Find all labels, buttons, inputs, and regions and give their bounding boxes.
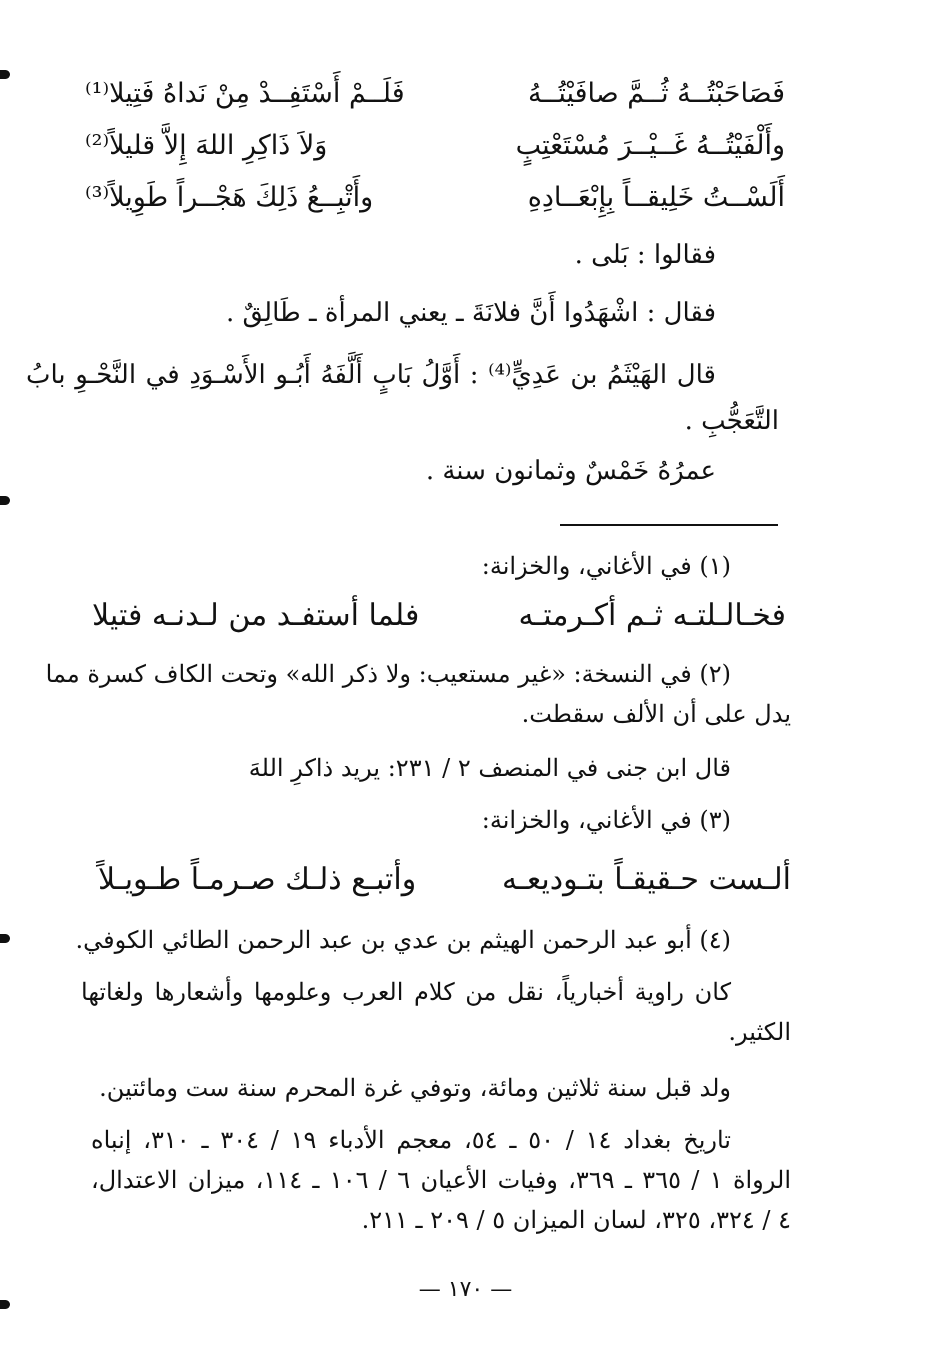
body-line: فقالوا : بَلى .: [574, 240, 716, 270]
footnote-2-line: يدل على أن الألف سقطت.: [521, 700, 791, 728]
verse-hemistich-left: وَلاَ ذَاكِرِ اللهَ إِلاَّ قليلاً⁽²⁾: [85, 130, 328, 161]
poem-verse: [85, 182, 785, 232]
scan-edge-mark: [0, 496, 10, 505]
footnote-4-line: كان راوية أخبارياً، نقل من كلام العرب وعلومها وأشعارها ولغاتها: [81, 978, 731, 1006]
footnote-4-line: ٤ / ٣٢٤، ٣٢٥، لسان الميزان ٥ / ٢٠٩ ـ ٢١١.: [361, 1206, 791, 1234]
verse-hemistich-left: فَلَــمْ أَسْتَفِــدْ مِنْ نَداهُ فَتِيلا⁽¹⁾: [85, 78, 405, 109]
body-line: عمرُهُ خَمْسٌ وثمانون سنة .: [425, 456, 716, 486]
body-line: التَّعَجُّبِ .: [684, 406, 779, 436]
verse-hemistich-left: وأَتْبِــعُ ذَلِكَ هَجْــراً طَوِيلاً⁽³⁾: [85, 182, 374, 213]
body-line: فقال : اشْهَدُوا أَنَّ فلانَةَ ـ يعني المرأة ـ طَالِقٌ .: [225, 298, 716, 328]
footnote-2-line: قال ابن جنى في المنصف ٢ / ٢٣١: يريد ذاكرِ اللهَ: [248, 754, 731, 782]
footnote-4-line: تاريخ بغداد ١٤ / ٥٠ ـ ٥٤، معجم الأدباء ١٩ / ٣٠٤ ـ ٣١٠، إنباه: [91, 1126, 731, 1154]
page-number: — ١٧٠ —: [418, 1277, 513, 1302]
footnote-3-heading: (٣) في الأغاني، والخزانة:: [481, 806, 731, 834]
footnote-1-verse-right: فخـالـلتـه ثـم أكـرمتـه: [518, 598, 786, 633]
footnote-1-heading: (١) في الأغاني، والخزانة:: [481, 552, 731, 580]
footnote-3-verse-left: وأتبـع ذلـك صـرمـاً طـويـلاً: [98, 862, 417, 897]
footnote-separator: [560, 524, 778, 526]
poem-verse: [85, 78, 785, 128]
footnote-4-line: (٤) أبو عبد الرحمن الهيثم بن عدي بن عبد الرحمن الطائي الكوفي.: [75, 926, 731, 954]
footnote-3-verse-right: ألـست حـقيقـاً بتـوديعـه: [502, 862, 791, 897]
footnote-4-line: الكثير.: [728, 1018, 791, 1046]
body-line: قال الهَيْثَمُ بن عَدِيٍّ⁽⁴⁾ : أَوَّلُ بَابٍ أَلَّفَهُ أَبُـو الأَسْـوَدِ في النَّحْـوِ بابُ: [26, 360, 716, 390]
verse-hemistich-right: فَصَاحَبْتُــهُ ثُــمَّ صافَيْتُــهُ: [528, 78, 785, 109]
verse-hemistich-right: وأَلْفَيْتُــهُ غَــيْــرَ مُسْتَعْتِبٍ: [515, 130, 785, 161]
scan-edge-mark: [0, 934, 10, 943]
footnote-1-verse-left: فلما أستفـد من لـدنـه فتيلا: [92, 598, 420, 633]
footnote-4-line: ولد قبل سنة ثلاثين ومائة، وتوفي غرة المحرم سنة ست ومائتين.: [99, 1074, 731, 1102]
verse-hemistich-right: أَلَسْــتُ خَلِيقــاً بِإِبْعَــادِهِ: [527, 182, 785, 213]
scan-edge-mark: [0, 70, 10, 79]
footnote-2-line: (٢) في النسخة: «غير مستعيب: ولا ذكر الله» وتحت الكاف كسرة مما: [45, 660, 731, 688]
footnote-4-line: الرواة ١ / ٣٦٥ ـ ٣٦٩، وفيات الأعيان ٦ / ١٠٦ ـ ١١٤، ميزان الاعتدال،: [91, 1166, 791, 1194]
poem-verse: [85, 130, 785, 180]
